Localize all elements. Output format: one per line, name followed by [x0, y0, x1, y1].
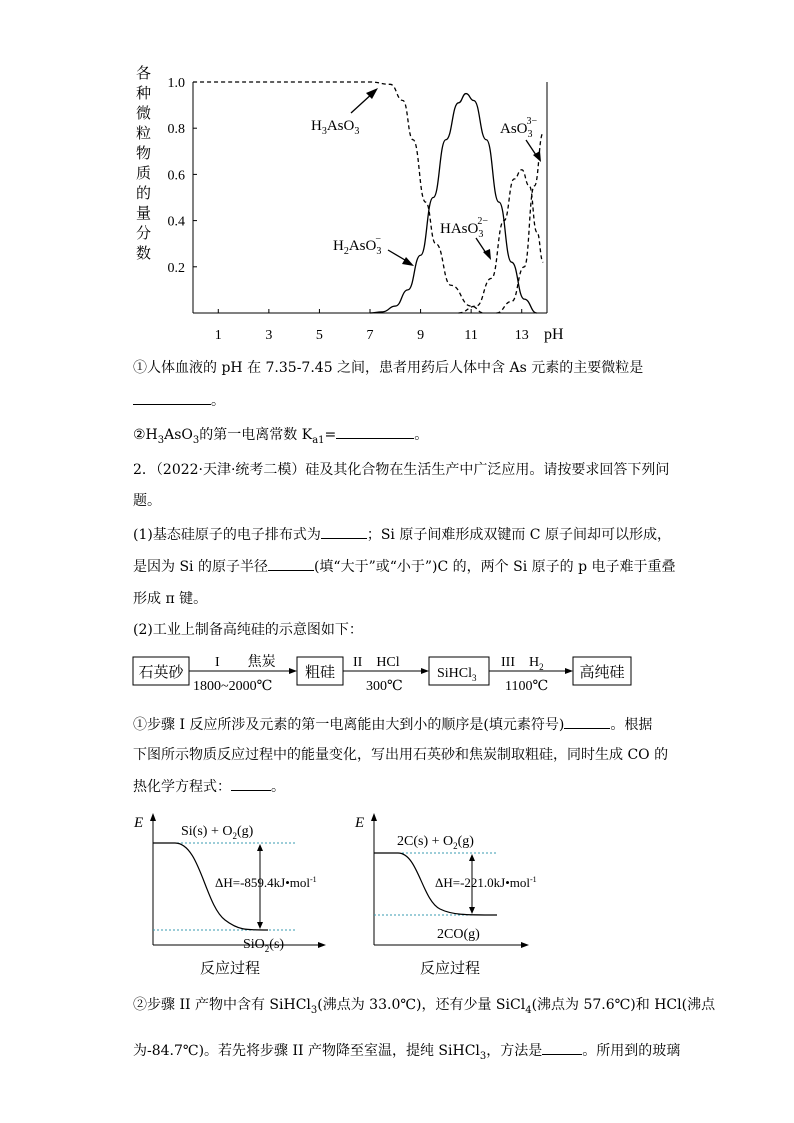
y-tick-label: 0.8: [167, 122, 185, 138]
box-sihcl3-label: SiHCl$_3$: [437, 666, 477, 683]
dh-arrowhead-bottom-1: [257, 922, 263, 929]
y-label-char: 物: [136, 146, 152, 162]
ph-distribution-chart: [0, 0, 794, 360]
step2-bottom: 300℃: [366, 679, 403, 694]
e-axis-arrow-1: [150, 813, 156, 821]
y-label-char: 微: [136, 106, 152, 122]
y-label-char: 各: [136, 66, 152, 82]
y-tick-label: 1.0: [167, 76, 185, 91]
x-ticks: [215, 309, 529, 343]
svg-text:H3AsO3: $H_3AsO_3$: [311, 118, 360, 137]
label-h3aso3: [311, 118, 359, 137]
arrowhead-h2aso3: [402, 257, 414, 266]
x-axis-arrow-2: [521, 942, 529, 948]
y-tick-label: 0.6: [167, 168, 185, 184]
top-species-2: $2C(s) + O_2(g)$: [397, 834, 474, 851]
x-tick-label: 1: [214, 328, 222, 343]
step1-bottom: 1800~2000℃: [193, 679, 273, 694]
flow-arrowhead-3: [565, 668, 573, 674]
q2-part2: (2)工业上制备高纯硅的示意图如下：: [133, 622, 363, 638]
energy-diagram-2: [354, 813, 537, 977]
silicon-flow-diagram: [0, 650, 794, 698]
energy-diagram-1: [133, 813, 326, 977]
y-label-char: 量: [136, 206, 152, 222]
q2-part3-line2: 下图所示物质反应过程中的能量变化，写出用石英砂和焦炭制取粗硅，同时生成 CO 的: [133, 747, 669, 763]
label-aso3: [500, 116, 538, 140]
step1-top: I 焦炭: [215, 655, 276, 670]
dh-arrowhead-top-1: [257, 844, 263, 851]
answer-blank[interactable]: [133, 390, 211, 405]
x-tick-label: 13: [514, 328, 529, 343]
svg-text:HAsO32−: HAsO$_3$2−: [440, 216, 488, 240]
box-pure-label: 高纯硅: [579, 665, 625, 681]
step2-top: II HCl: [353, 655, 400, 670]
svg-text:H2AsO3−: $H_2AsO_3-$: [333, 234, 382, 257]
dh-label-1: ΔH=-859.4kJ•mol$^{-1}$: [215, 875, 317, 890]
x-tick-label: 3: [265, 328, 273, 343]
x-tick-label: 7: [366, 328, 374, 343]
q2-part3: ①步骤 I 反应所涉及元素的第一电离能由大到小的顺序是(填元素符号) 。根据: [133, 714, 652, 735]
label-h2aso3: [333, 234, 381, 257]
answer-blank[interactable]: [268, 556, 314, 571]
x-tick-label: 5: [315, 328, 323, 343]
flow-arrowhead-2: [421, 668, 429, 674]
answer-blank[interactable]: [231, 776, 271, 791]
top-species-1: $Si(s) + O_2(g)$: [181, 824, 254, 841]
flow-arrowhead-1: [289, 668, 297, 674]
x-label-1: 反应过程: [200, 961, 261, 977]
e-axis-label-1: E: [134, 815, 144, 831]
label-haso3: [440, 216, 488, 240]
y-label-char: 分: [136, 226, 152, 242]
dh-arrowhead-top-2: [469, 854, 475, 861]
y-label-char: 的: [136, 186, 152, 202]
box-quartz-label: 石英砂: [138, 665, 184, 681]
q2-part1: (1)基态硅原子的电子排布式为 ；Si 原子间难形成双键而 C 原子间却可以形成，: [133, 524, 671, 545]
step3-top: III $H_2$: [501, 655, 544, 672]
energy-diagrams: [0, 805, 794, 985]
answer-blank[interactable]: [564, 714, 610, 729]
e-axis-label-2: E: [355, 815, 365, 831]
e-axis-arrow-2: [371, 813, 377, 821]
q2-part1-line2: 是因为 Si 的原子半径 (填“大于”或“小于”)C 的，两个 Si 原子的 p 电子难于重叠: [133, 556, 676, 577]
y-label-char: 种: [136, 86, 152, 102]
series-line-aso33: [496, 133, 543, 313]
answer-blank[interactable]: [336, 424, 414, 439]
bottom-species-1: SiO$_2$(s): [243, 937, 285, 954]
y-tick-label: 0.4: [167, 214, 185, 230]
q1-item1: ①人体血液的 pH 在 7.35-7.45 之间，患者用药后人体中含 As 元素的主要微粒是: [133, 360, 644, 376]
y-label-char: 数: [136, 246, 152, 262]
answer-blank[interactable]: [542, 1040, 582, 1055]
q2-part1-line3: 形成 π 键。: [133, 591, 208, 607]
y-label-char: [136, 65, 151, 262]
q1-item2: $②H_3AsO_3$的第一电离常数 $K_{a1}=$ 。: [133, 424, 428, 451]
series-lines: [193, 82, 543, 313]
q2-header-line2: 题。: [133, 493, 161, 509]
y-label-char: 质: [136, 166, 152, 182]
answer-blank[interactable]: [321, 524, 367, 539]
dh-arrowhead-bottom-2: [469, 907, 475, 914]
x-axis-arrow-1: [318, 942, 326, 948]
x-tick-label: 9: [417, 328, 425, 343]
series-line-haso32: [459, 170, 544, 313]
q2-part4-line2: 为-84.7℃)。若先将步骤 II 产物降至室温，提纯 SiHCl$_3$，方法是 。所用到的玻璃: [133, 1040, 680, 1067]
x-tick-label: 11: [464, 328, 478, 343]
box-crude-label: 粗硅: [304, 665, 336, 681]
bottom-species-2: 2CO(g): [437, 927, 480, 942]
dh-label-2: ΔH=-221.0kJ•mol$^{-1}$: [435, 875, 537, 890]
y-label-char: 粒: [136, 126, 152, 142]
y-tick-label: 0.2: [167, 260, 185, 276]
q2-part4: ②步骤 II 产物中含有 SiHCl$_3$(沸点为 33.0℃)，还有少量 SiCl$_4$(沸点为 57.6℃)和 HCl(沸点: [133, 997, 716, 1016]
q1-item1-line2: 。: [133, 390, 225, 411]
x-axis-label: pH: [544, 326, 564, 343]
q2-part3-line3: 热化学方程式： 。: [133, 776, 285, 797]
svg-text:AsO33−: AsO$_3$3−: [500, 116, 538, 140]
series-line-h3aso3: [193, 82, 484, 313]
step3-bottom: 1100℃: [505, 679, 549, 694]
q2-header: 2．（2022·天津·统考二模）硅及其化合物在生活生产中广泛应用。请按要求回答下列问: [133, 462, 670, 478]
y-axis-label: [136, 65, 151, 262]
x-label-2: 反应过程: [420, 961, 481, 977]
